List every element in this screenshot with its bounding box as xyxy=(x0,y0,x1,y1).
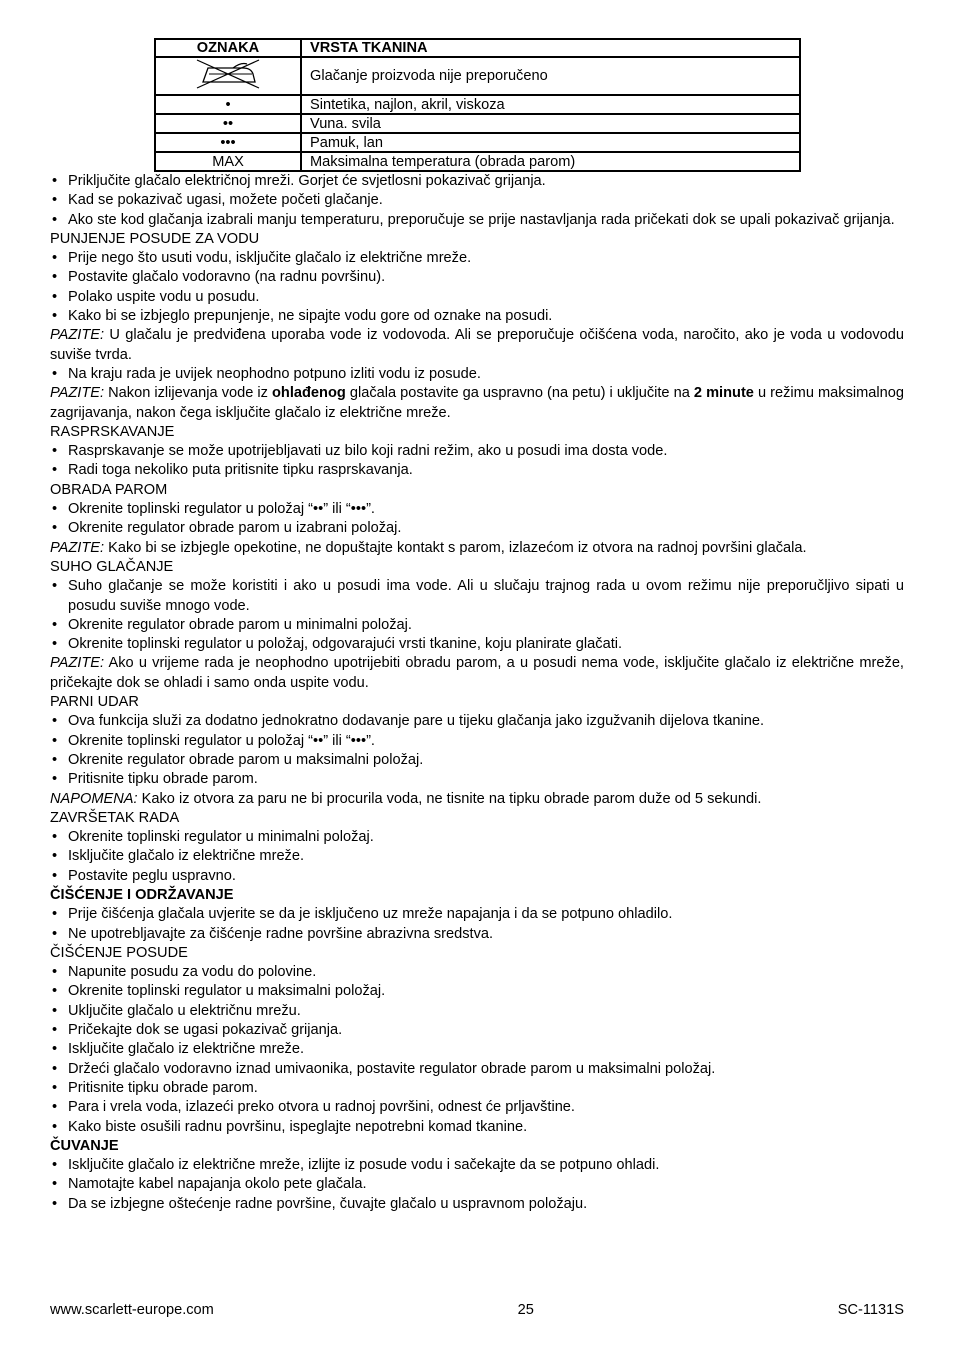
list-item: • Radi toga nekoliko puta pritisnite tipku rasprskavanja. xyxy=(50,461,904,480)
note-text: Kako bi se izbjegle opekotine, ne dopuštajte kontakt s parom, izlazećom iz otvora na radnoj površini glačala. xyxy=(104,539,807,556)
list-item: • Okrenite toplinski regulator u položaj, odgovarajući vrsti tkanine, koju planirate glačati. xyxy=(50,635,904,654)
list-item: • Isključite glačalo iz električne mreže, izlijte iz posude vodu i sačekajte da se potpuno ohladi. xyxy=(50,1156,904,1175)
section-heading-storage: ČUVANJE xyxy=(50,1137,119,1154)
fabric-cell: Glačanje proizvoda nije preporučeno xyxy=(301,57,800,95)
list-item: • Rasprskavanje se može upotrijebljavati uz bilo koji radni režim, ako u posudi ima dosta vode. xyxy=(50,442,904,461)
note-text: Ako u vrijeme rada je neophodno upotrijebiti obradu parom, a u posudi nema vode, isključite glačalo iz električne mreže, pričekajte dok se ohladi i samo onda uspite vodu. xyxy=(50,655,904,691)
note-emphasis: 2 minute xyxy=(693,385,754,402)
list-item: • Okrenite toplinski regulator u položaj “••” ili “•••”. xyxy=(50,732,904,751)
list-item: • Napunite posudu za vodu do polovine. xyxy=(50,963,904,982)
table-row xyxy=(155,95,800,114)
note-label: PAZITE: xyxy=(50,539,105,556)
list-item: • Pritisnite tipku obrade parom. xyxy=(50,770,904,789)
section-heading-dry: SUHO GLAČANJE xyxy=(50,558,174,575)
document-page xyxy=(50,38,904,1214)
model-number: SC-1131S xyxy=(837,1302,904,1318)
list-item: • Uključite glačalo u električnu mrežu. xyxy=(50,1002,904,1021)
table-row xyxy=(155,152,800,171)
list-item: • Okrenite regulator obrade parom u maksimalni položaj. xyxy=(50,751,904,770)
warning-note xyxy=(50,790,904,809)
list-item: • Okrenite toplinski regulator u minimalni položaj. xyxy=(50,828,904,847)
list-item: • Priključite glačalo električnoj mreži. Gorjet će svjetlosni pokazivač grijanja. xyxy=(50,172,904,191)
list-item: • Prije nego što usuti vodu, isključite glačalo iz električne mreže. xyxy=(50,249,904,268)
filling-list xyxy=(50,249,904,326)
list-item: • Postavite peglu uspravno. xyxy=(50,867,904,886)
list-item: • Kad se pokazivač ugasi, možete početi glačanje. xyxy=(50,191,904,210)
dry-list xyxy=(50,577,904,654)
list-item: • Isključite glačalo iz električne mreže. xyxy=(50,1040,904,1059)
page-number: 25 xyxy=(517,1302,534,1318)
symbol-cell: MAX xyxy=(155,152,301,171)
list-item: • Polako uspite vodu u posudu. xyxy=(50,288,904,307)
symbol-cell: • xyxy=(155,95,301,114)
instructions-body xyxy=(50,172,904,1214)
storage-list xyxy=(50,1156,904,1214)
warning-note xyxy=(50,326,904,365)
filling-list-after xyxy=(50,365,904,384)
fabric-cell: Sintetika, najlon, akril, viskoza xyxy=(301,95,800,114)
note-label: PAZITE: xyxy=(50,385,105,402)
table-header-row xyxy=(155,39,800,57)
note-label: NAPOMENA: xyxy=(50,790,138,807)
symbol-cell xyxy=(155,57,301,95)
column-header-fabric: VRSTA TKANINA xyxy=(301,39,800,57)
list-item: • Kako biste osušili radnu površinu, ispeglajte nepotrebni komad tkanine. xyxy=(50,1118,904,1137)
list-item: • Ako ste kod glačanja izabrali manju temperaturu, preporučuje se prije nastavljanja rada pričekati dok se upali pokazivač grijanja. xyxy=(50,211,904,230)
list-item: • Na kraju rada je uvijek neophodno potpuno izliti vodu iz posude. xyxy=(50,365,904,384)
column-header-symbol: OZNAKA xyxy=(155,39,301,57)
note-text: u režimu maksimalnog zagrijavanja, nakon čega isključite glačalo iz električne mreže. xyxy=(50,385,904,421)
note-text: Kako iz otvora za paru ne bi procurila voda, ne tisnite na tipku obrade parom duže od 5 sekundi. xyxy=(137,790,762,807)
symbol-cell: •• xyxy=(155,114,301,133)
list-item: • Ne upotrebljavajte za čišćenje radne površine abrazivna sredstva. xyxy=(50,925,904,944)
fabric-table xyxy=(154,38,801,172)
list-item: • Okrenite regulator obrade parom u minimalni položaj. xyxy=(50,616,904,635)
note-text: glačala postavite ga uspravno (na petu) i uključite na xyxy=(345,385,694,402)
note-label: PAZITE: xyxy=(50,327,105,344)
table-row xyxy=(155,57,800,95)
note-text: Nakon izlijevanja vode iz xyxy=(104,385,273,402)
section-heading-filling: PUNJENJE POSUDE ZA VODU xyxy=(50,230,260,247)
list-item: • Okrenite toplinski regulator u maksimalni položaj. xyxy=(50,982,904,1001)
list-item: • Okrenite regulator obrade parom u izabrani položaj. xyxy=(50,519,904,538)
list-item: • Da se izbjegne oštećenje radne površine, čuvajte glačalo u uspravnom položaju. xyxy=(50,1195,904,1214)
fabric-cell: Vuna. svila xyxy=(301,114,800,133)
note-text: U glačalu je predviđena uporaba vode iz vodovoda. Ali se preporučuje očišćena voda, naročito, ako je voda u vodovodu suviše tvrda. xyxy=(50,327,904,363)
table-row xyxy=(155,114,800,133)
section-heading-tank: ČIŠĆENJE POSUDE xyxy=(50,944,188,961)
list-item: • Kako bi se izbjeglo prepunjenje, ne sipajte vodu gore od oznake na posudi. xyxy=(50,307,904,326)
page-footer xyxy=(50,1302,904,1318)
list-item: • Namotajte kabel napajanja okolo pete glačala. xyxy=(50,1175,904,1194)
finish-list xyxy=(50,828,904,886)
warning-note xyxy=(50,384,904,423)
shot-list xyxy=(50,712,904,789)
section-heading-spray: RASPRSKAVANJE xyxy=(50,423,175,440)
section-heading-cleaning: ČIŠĆENJE I ODRŽAVANJE xyxy=(50,886,234,903)
tank-list xyxy=(50,963,904,1137)
fabric-cell: Pamuk, lan xyxy=(301,133,800,152)
section-heading-steam: OBRADA PAROM xyxy=(50,481,168,498)
list-item: • Isključite glačalo iz električne mreže. xyxy=(50,847,904,866)
footer-website: www.scarlett-europe.com xyxy=(50,1302,214,1318)
list-item: • Ova funkcija služi za dodatno jednokratno dodavanje pare u tijeku glačanja jako izgužvanih dijelova tkanine. xyxy=(50,712,904,731)
section-heading-shot: PARNI UDAR xyxy=(50,694,139,711)
list-item: • Pričekajte dok se ugasi pokazivač grijanja. xyxy=(50,1021,904,1040)
steam-list xyxy=(50,500,904,539)
list-item: • Prije čišćenja glačala uvjerite se da je isključeno uz mreže napajanja i da se potpuno ohladilo. xyxy=(50,905,904,924)
table-row xyxy=(155,133,800,152)
list-item: • Postavite glačalo vodoravno (na radnu površinu). xyxy=(50,268,904,287)
note-emphasis: ohlađenog xyxy=(272,385,346,402)
warning-note xyxy=(50,654,904,693)
section-heading-finish: ZAVRŠETAK RADA xyxy=(50,809,180,826)
symbol-cell: ••• xyxy=(155,133,301,152)
list-item: • Držeći glačalo vodoravno iznad umivaonika, postavite regulator obrade parom u maksimalni položaj. xyxy=(50,1060,904,1079)
list-item: • Okrenite toplinski regulator u položaj “••” ili “•••”. xyxy=(50,500,904,519)
spray-list xyxy=(50,442,904,481)
crossed-iron-icon xyxy=(195,58,261,90)
list-item: • Pritisnite tipku obrade parom. xyxy=(50,1079,904,1098)
fabric-cell: Maksimalna temperatura (obrada parom) xyxy=(301,152,800,171)
intro-list xyxy=(50,172,904,230)
cleaning-list xyxy=(50,905,904,944)
list-item: • Para i vrela voda, izlazeći preko otvora u radnoj površini, odnest će prljavštine. xyxy=(50,1098,904,1117)
list-item: • Suho glačanje se može koristiti i ako u posudi ima vode. Ali u slučaju trajnog rada u ovom režimu nije preporučljivo sipati u posudu suviše mnogo vode. xyxy=(50,577,904,616)
warning-note xyxy=(50,539,904,558)
note-label: PAZITE: xyxy=(50,655,105,672)
